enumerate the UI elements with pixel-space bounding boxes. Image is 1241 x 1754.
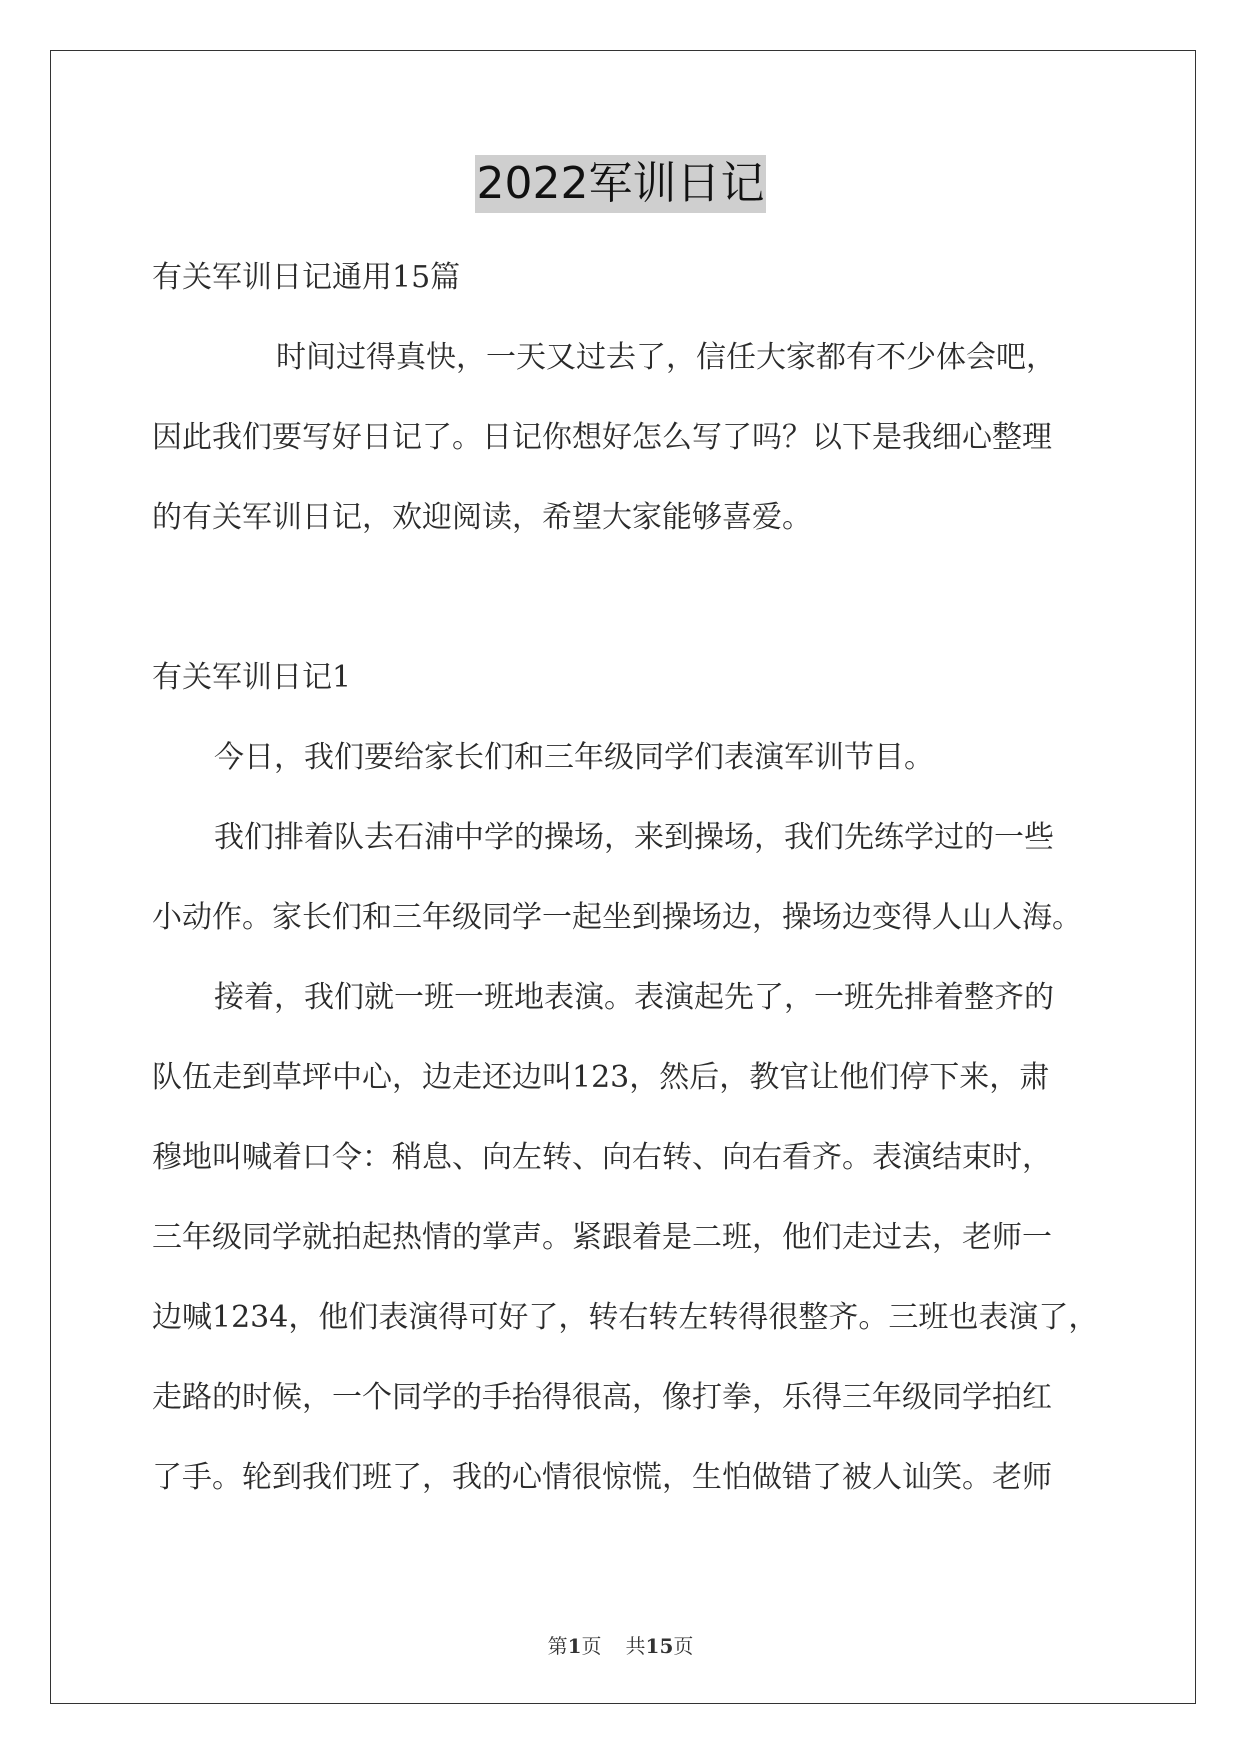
total-prefix: 共	[625, 1634, 646, 1658]
total-pages: 15	[645, 1634, 674, 1658]
intro-line: 的有关军训日记，欢迎阅读，希望大家能够喜爱。	[152, 500, 812, 535]
page-frame	[50, 50, 1196, 1704]
page-footer	[0, 1630, 1241, 1659]
intro-line: 因此我们要写好日记了。日记你想好怎么写了吗？以下是我细心整理	[152, 420, 1052, 455]
body-line: 三年级同学就拍起热情的掌声。紧跟着是二班，他们走过去，老师一	[152, 1220, 1052, 1255]
page-number: 1	[567, 1634, 582, 1658]
body-line: 今日，我们要给家长们和三年级同学们表演军训节目。	[214, 740, 934, 775]
body-line: 我们排着队去石浦中学的操场，来到操场，我们先练学过的一些	[214, 820, 1054, 855]
page-prefix: 第	[547, 1634, 568, 1658]
page-suffix: 页	[581, 1634, 602, 1658]
document-title: 2022军训日记	[475, 155, 767, 213]
total-suffix: 页	[673, 1634, 694, 1658]
body-line: 小动作。家长们和三年级同学一起坐到操场边，操场边变得人山人海。	[152, 900, 1082, 935]
body-line: 边喊1234，他们表演得可好了，转右转左转得很整齐。三班也表演了，	[152, 1300, 1099, 1335]
title-block	[0, 155, 1241, 213]
body-line: 队伍走到草坪中心，边走还边叫123，然后，教官让他们停下来，肃	[152, 1060, 1050, 1095]
intro-line: 时间过得真快，一天又过去了，信任大家都有不少体会吧，	[276, 340, 1056, 375]
body-line: 了手。轮到我们班了，我的心情很惊慌，生怕做错了被人讪笑。老师	[152, 1460, 1052, 1495]
section-heading: 有关军训日记1	[152, 660, 352, 695]
document-subtitle: 有关军训日记通用15篇	[152, 260, 461, 295]
body-line: 走路的时候，一个同学的手抬得很高，像打拳，乐得三年级同学拍红	[152, 1380, 1052, 1415]
body-line: 穆地叫喊着口令：稍息、向左转、向右转、向右看齐。表演结束时，	[152, 1140, 1052, 1175]
body-line: 接着，我们就一班一班地表演。表演起先了，一班先排着整齐的	[214, 980, 1054, 1015]
